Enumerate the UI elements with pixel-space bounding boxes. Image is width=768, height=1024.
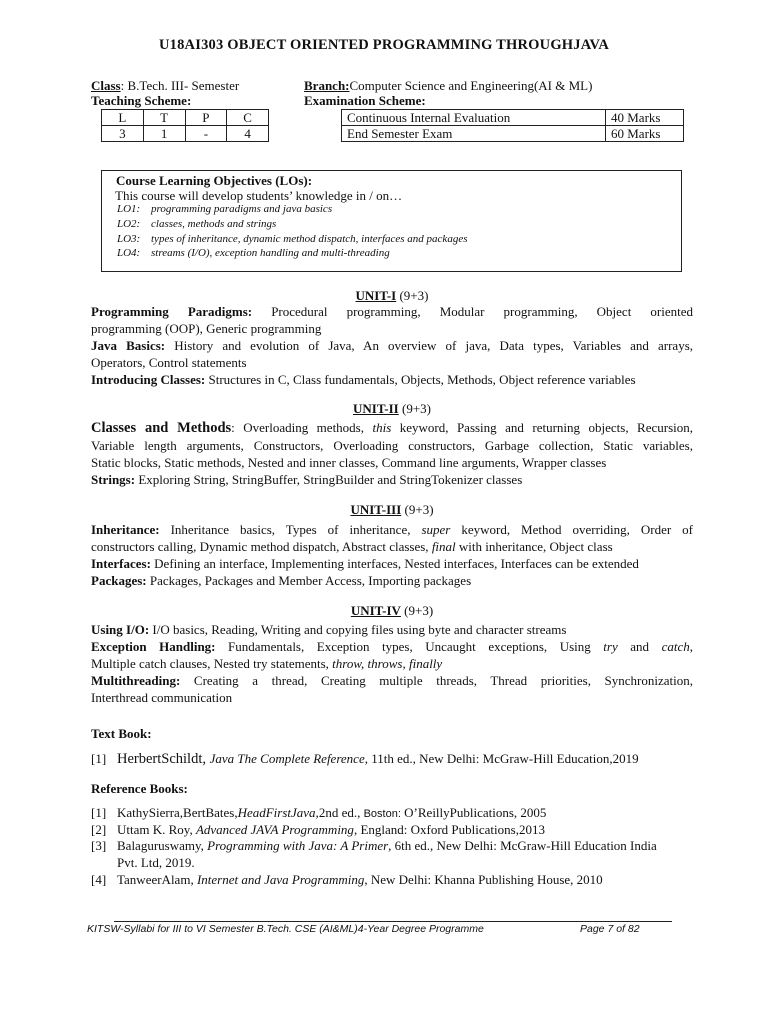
ref-title: Advanced JAVA Programming [195, 822, 354, 837]
exam-scheme-heading: Examination Scheme: [304, 93, 426, 108]
teaching-scheme-table [101, 109, 269, 142]
reference-item [91, 821, 695, 838]
class-label: Class [91, 78, 121, 93]
unit-3-heading [0, 502, 768, 518]
topic-text: Creating a thread, Creating multiple threads, Thread priorities, Synchronization, [180, 673, 693, 688]
lo-code: LO2: [117, 218, 141, 230]
keyword-text: super [421, 522, 451, 537]
lo-code: LO4: [117, 247, 141, 259]
keyword-text: throw, throws, finally [332, 656, 443, 671]
tp-value-cell: 3 [102, 126, 144, 142]
topic-label: Strings: [91, 472, 136, 487]
teaching-scheme-heading: Teaching Scheme: [91, 93, 192, 108]
ref-author: Balaguruswamy, [117, 838, 208, 853]
lo-item [117, 218, 276, 230]
unit-hours: (9+3) [400, 603, 434, 618]
unit-2-heading [0, 401, 768, 417]
content-line [91, 555, 693, 572]
topic-text: Defining an interface, Implementing interfaces, Nested interfaces, Interfaces can be extended [150, 556, 639, 571]
ref-details: 2nd ed., [318, 805, 364, 820]
table-row [102, 126, 269, 142]
reference-books-heading: Reference Books: [91, 781, 188, 796]
topic-text: keyword, Passing and returning objects, Recursion, [391, 420, 693, 435]
footer-divider [114, 921, 672, 922]
topic-label: Inheritance: [91, 522, 160, 537]
page-number: Page 7 of 82 [580, 923, 640, 935]
tp-header-cell: T [143, 110, 185, 126]
ref-details: O’ReillyPublications, 2005 [400, 805, 547, 820]
ref-details: , 11th ed., New Delhi: McGraw-Hill Education,2019 [364, 751, 639, 766]
content-line [91, 621, 693, 638]
branch-label: Branch: [304, 78, 350, 93]
topic-label: Programming Paradigms: [91, 304, 253, 319]
topic-text: keyword, Method overriding, Order of [450, 522, 693, 537]
tp-value-cell: - [185, 126, 227, 142]
content-line [91, 655, 693, 672]
topic-text: Packages, Packages and Member Access, Importing packages [146, 573, 472, 588]
unit-name: UNIT-I [355, 288, 397, 303]
topic-text: I/O basics, Reading, Writing and copying files using byte and character streams [149, 622, 567, 637]
content-line [91, 303, 693, 320]
unit-1-heading [0, 288, 768, 304]
lo-text: programming paradigms and java basics [151, 203, 333, 215]
ref-text [117, 821, 695, 838]
topic-label: Multithreading: [91, 673, 181, 688]
ref-details: , New Delhi: Khanna Publishing House, 2010 [364, 872, 603, 887]
reference-item [91, 871, 695, 888]
content-line [91, 419, 693, 437]
ref-details: , England: Oxford Publications,2013 [353, 822, 545, 837]
unit-3-content [91, 521, 693, 589]
exam-marks-cell: 40 Marks [606, 110, 684, 126]
unit-1-content [91, 303, 693, 388]
branch-value: Computer Science and Engineering(AI & ML) [349, 78, 593, 93]
unit-name: UNIT-III [350, 502, 402, 517]
exam-marks-cell: 60 Marks [606, 126, 684, 142]
content-line [91, 371, 693, 388]
topic-text: Exploring String, StringBuffer, StringBuilder and StringTokenizer classes [135, 472, 523, 487]
unit-hours: (9+3) [401, 502, 434, 517]
ref-details: , 6th ed., New Delhi: McGraw-Hill Education India [388, 838, 657, 853]
ref-text [117, 871, 695, 888]
content-line: Static blocks, Static methods, Nested and inner classes, Command line arguments, Wrapper classes [91, 455, 607, 470]
learning-objectives-box [101, 170, 682, 272]
content-line [91, 471, 693, 488]
class-value: : B.Tech. III- Semester [120, 78, 240, 93]
topic-label: Classes and Methods [91, 420, 232, 436]
content-line [91, 538, 693, 555]
lo-heading: Course Learning Objectives (LOs): [116, 173, 313, 188]
topic-text: Structures in C, Class fundamentals, Objects, Methods, Object reference variables [205, 372, 636, 387]
keyword-text: final [431, 539, 456, 554]
topic-text: Multiple catch clauses, Nested try statements, [91, 656, 333, 671]
table-row [342, 110, 684, 126]
exam-scheme-table [341, 109, 684, 142]
branch-line [304, 78, 592, 94]
tp-header-cell: C [227, 110, 269, 126]
lo-text: streams (I/O), exception handling and multi-threading [151, 247, 390, 259]
topic-text: History and evolution of Java, An overview of java, Data types, Variables and arrays, [165, 338, 694, 353]
ref-text-cont: Pvt. Ltd, 2019. [117, 855, 195, 870]
footer-text: KITSW-Syllabi for III to VI Semester B.Tech. CSE (AI&ML)4-Year Degree Programme [87, 923, 484, 935]
ref-author: KathySierra,BertBates, [117, 805, 238, 820]
lo-item [117, 247, 390, 259]
unit-4-content [91, 621, 693, 706]
content-line [91, 672, 693, 689]
topic-text: Procedural programming, Modular programming, Object oriented [252, 304, 693, 319]
tp-value-cell: 4 [227, 126, 269, 142]
ref-author: TanweerAlam, [117, 872, 197, 887]
text-book-item [91, 750, 695, 768]
ref-number: [2] [91, 822, 107, 837]
ref-text [117, 750, 695, 768]
tp-header-cell: L [102, 110, 144, 126]
ref-title: Java The Complete Reference [209, 751, 365, 766]
ref-author: HerbertSchildt, [117, 751, 210, 767]
table-row [342, 126, 684, 142]
exam-name-cell: Continuous Internal Evaluation [342, 110, 606, 126]
ref-title: Internet and Java Programming [196, 872, 365, 887]
table-row [102, 110, 269, 126]
tp-header-cell: P [185, 110, 227, 126]
topic-text: constructors calling, Dynamic method dispatch, Abstract classes, [91, 539, 432, 554]
unit-name: UNIT-IV [350, 603, 401, 618]
content-line [91, 337, 693, 354]
content-line: Operators, Control statements [91, 355, 247, 370]
ref-title: HeadFirstJava, [237, 805, 319, 820]
topic-text: Inheritance basics, Types of inheritance, [159, 522, 422, 537]
ref-number: [4] [91, 872, 107, 887]
topic-text: with inheritance, Object class [455, 539, 613, 554]
keyword-text: this [372, 420, 392, 435]
lo-item [117, 203, 332, 215]
content-line: Interthread communication [91, 690, 233, 705]
lo-text: classes, methods and strings [151, 218, 277, 230]
lo-text: types of inheritance, dynamic method dispatch, interfaces and packages [151, 233, 468, 245]
lo-code: LO3: [117, 233, 141, 245]
topic-label: Packages: [91, 573, 147, 588]
unit-name: UNIT-II [352, 401, 399, 416]
class-line [91, 78, 239, 94]
ref-number: [1] [91, 751, 107, 766]
lo-intro: This course will develop students’ knowledge in / on… [115, 188, 403, 203]
ref-text [117, 837, 695, 854]
content-line: Variable length arguments, Constructors, Overloading constructors, Garbage collection, Static variables, [91, 438, 693, 453]
text-book-heading: Text Book: [91, 726, 152, 741]
content-line [91, 638, 693, 655]
unit-hours: (9+3) [396, 288, 429, 303]
ref-number: [1] [91, 805, 107, 820]
ref-author: Uttam K. Roy, [117, 822, 196, 837]
tp-value-cell: 1 [143, 126, 185, 142]
unit-2-content [91, 419, 693, 488]
course-title: U18AI303 OBJECT ORIENTED PROGRAMMING THROUGHJAVA [158, 37, 610, 53]
ref-place: Boston: [363, 808, 401, 820]
topic-label: Interfaces: [91, 556, 151, 571]
keyword-text: try [603, 639, 618, 654]
unit-4-heading [0, 603, 768, 619]
content-line [91, 572, 693, 589]
topic-label: Java Basics: [91, 338, 166, 353]
content-line [91, 521, 693, 538]
ref-title: Programming with Java: A Primer [207, 838, 389, 853]
topic-text: and [617, 639, 662, 654]
topic-label: Exception Handling: [91, 639, 216, 654]
keyword-text: catch [661, 639, 690, 654]
topic-text: Fundamentals, Exception types, Uncaught exceptions, Using [215, 639, 604, 654]
topic-text: : Overloading methods, [231, 420, 373, 435]
content-line: programming (OOP), Generic programming [91, 321, 322, 336]
lo-item [117, 233, 467, 245]
topic-label: Introducing Classes: [91, 372, 206, 387]
topic-label: Using I/O: [91, 622, 150, 637]
lo-code: LO1: [117, 203, 141, 215]
reference-item [91, 837, 695, 871]
topic-text: , [689, 639, 693, 654]
unit-hours: (9+3) [398, 401, 431, 416]
exam-name-cell: End Semester Exam [342, 126, 606, 142]
ref-number: [3] [91, 838, 107, 853]
